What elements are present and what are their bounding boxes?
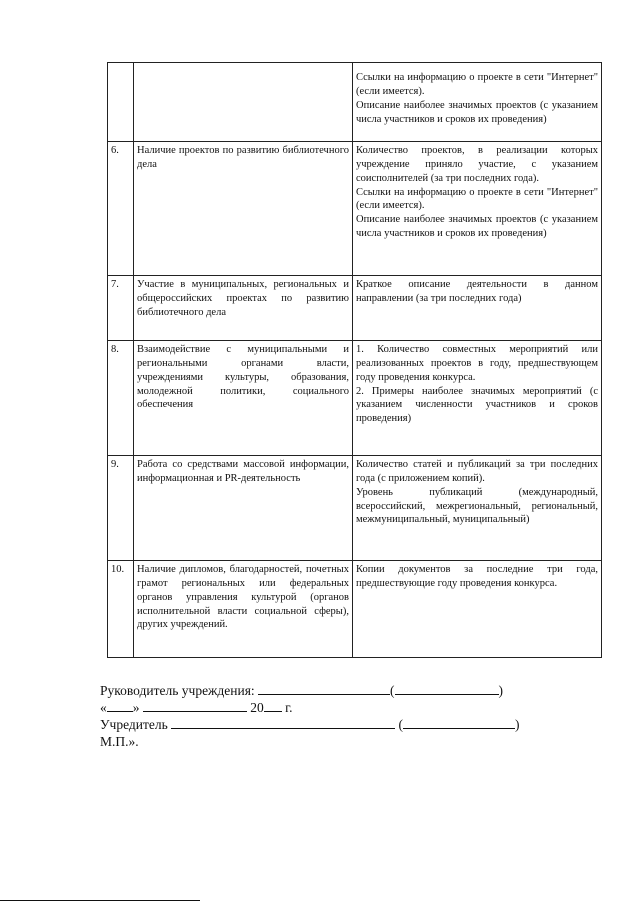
row-indicator: Наличие проектов по развитию библиотечного дела [134,142,353,276]
head-signature-blank[interactable] [258,682,390,695]
founder-signature-blank[interactable] [171,716,395,729]
head-name-blank[interactable] [395,682,499,695]
open-paren: ( [390,683,395,698]
date-close-quote: » [132,700,140,715]
description-paragraph: Ссылки на информацию о проекте в сети "Интернет" (если имеется). [356,186,598,212]
row-description [353,456,602,561]
table-row [108,456,602,561]
year-prefix: 20 [250,700,264,715]
row-indicator: Участие в муниципальных, региональных и общероссийских проектах по развитию библиотечного дела [134,276,353,341]
row-indicator: Работа со средствами массовой информации, информационная и PR-деятельность [134,456,353,561]
footnote-separator [0,900,200,901]
close-paren: ) [498,683,504,698]
founder-name-blank[interactable] [403,716,515,729]
row-description [353,561,602,658]
description-paragraph: Количество проектов, в реализации которых учреждение приняло участие, с указанием соисполнителей (за три последних года). [356,145,598,184]
head-signature-line [100,682,560,699]
date-open-quote: « [100,700,107,715]
row-indicator: Взаимодействие с муниципальными и региональными органами власти, учреждениями культуры, образования, молодежной политики, социального обеспечения [134,341,353,456]
table-row [108,142,602,276]
row-description [353,63,602,142]
row-description [353,341,602,456]
description-paragraph: Уровень публикаций (международный, всероссийский, межрегиональный, региональный, межмуниципальный, муниципальный) [356,486,598,526]
stamp-line [100,733,560,750]
row-description [353,276,602,341]
description-paragraph: Количество статей и публикаций за три последних года (с приложением копий). [356,459,598,484]
row-number: 10. [108,561,134,658]
row-number: 7. [108,276,134,341]
row-number: 6. [108,142,134,276]
day-blank[interactable] [107,699,133,712]
table-row [108,63,602,142]
description-paragraph: 1. Количество совместных мероприятий или реализованных проектов в году, предшествующем году проведения конкурса. [356,344,598,383]
row-description [353,142,602,276]
signature-block [100,682,560,750]
founder-label: Учредитель [100,717,168,732]
table-row [108,276,602,341]
head-label: Руководитель учреждения: [100,683,255,698]
date-line [100,699,560,716]
description-paragraph: Описание наиболее значимых проектов (с указанием числа участников и сроков их проведения) [356,214,598,240]
table-row [108,341,602,456]
description-paragraph: Краткое описание деятельности в данном направлении (за три последних года) [356,279,598,304]
founder-signature-line [100,716,560,733]
stamp-label: М.П.». [100,734,139,749]
row-number: 8. [108,341,134,456]
description-paragraph: 2. Примеры наиболее значимых мероприятий (с указанием численности участников и сроков проведения) [356,385,598,425]
row-indicator [134,63,353,142]
table-row [108,561,602,658]
description-paragraph: Описание наиболее значимых проектов (с указанием числа участников и сроков их проведения) [356,99,598,125]
open-paren: ( [398,717,404,732]
year-blank[interactable] [264,699,282,712]
criteria-table [107,62,602,658]
year-suffix: г. [285,700,293,715]
row-number: 9. [108,456,134,561]
row-indicator: Наличие дипломов, благодарностей, почетных грамот региональных или федеральных органов управления культурой (органов исполнительной власти социальной сферы), других учреждений. [134,561,353,658]
row-number [108,63,134,142]
description-paragraph: Копии документов за последние три года, предшествующие году проведения конкурса. [356,564,598,589]
month-blank[interactable] [143,699,247,712]
description-paragraph: Ссылки на информацию о проекте в сети "Интернет" (если имеется). [356,72,598,97]
close-paren: ) [515,717,520,732]
